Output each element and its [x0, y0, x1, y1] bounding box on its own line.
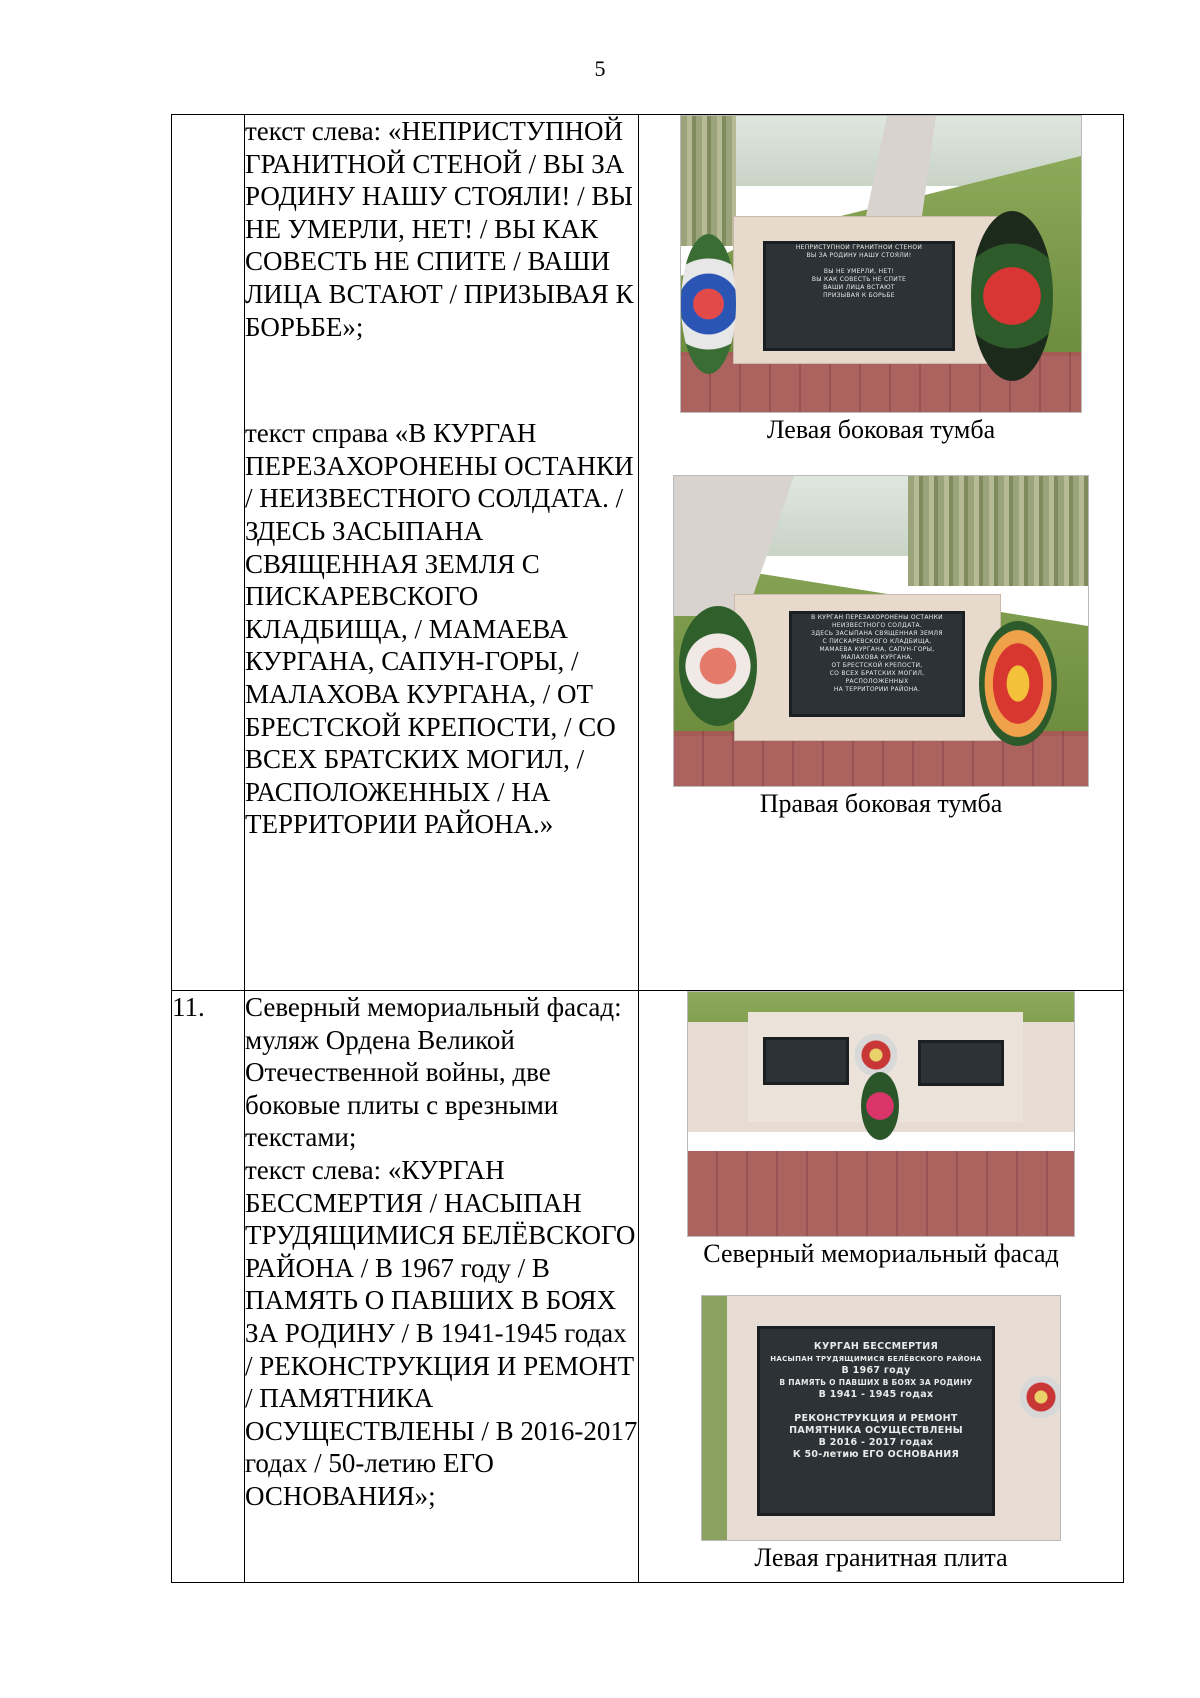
right-pedestal-plate: В КУРГАН ПЕРЕЗАХОРОНЕНЫ ОСТАНКИ НЕИЗВЕСТНОГО СОЛДАТА. ЗДЕСЬ ЗАСЫПАНА СВЯЩЕННАЯ ЗЕМЛЯ С ПИСКАРЕВСКОГО КЛАДБИЩА, МАМАЕВА КУРГАНА, САПУН-ГОРЫ, МАЛАХОВА КУРГАНА, ОТ БРЕСТСКОЙ КРЕПОСТИ, СО ВСЕХ БРАТСКИХ МОГИЛ, РАСПОЛОЖЕННЫХ НА ТЕРРИТОРИИ РАЙОНА.	[789, 611, 965, 717]
row-number	[172, 115, 245, 991]
facade-right-plate	[918, 1040, 1004, 1086]
photo-right-side-pedestal	[673, 475, 1089, 787]
facade-description: Северный мемориальный фасад: муляж Ордена Великой Отечественной войны, две боковые плиты с врезными текстами;	[245, 992, 622, 1153]
photo-caption: Северный мемориальный фасад	[703, 1239, 1059, 1268]
right-text-inscription: текст справа «В КУРГАН ПЕРЕЗАХОРОНЕНЫ ОСТАНКИ / НЕИЗВЕСТНОГО СОЛДАТА. / ЗДЕСЬ ЗАСЫПАНА СВЯЩЕННАЯ ЗЕМЛЯ С ПИСКАРЕВСКОГО КЛАДБИЩА, / МАМАЕВА КУРГАНА, САПУН-ГОРЫ, / МАЛАХОВА КУРГАНА, / ОТ БРЕСТСКОЙ КРЕПОСТИ, / СО ВСЕХ БРАТСКИХ МОГИЛ, / РАСПОЛОЖЕННЫХ / НА ТЕРРИТОРИИ РАЙОНА.»	[245, 418, 634, 840]
photo-cell	[639, 115, 1124, 991]
table-row	[172, 115, 1124, 991]
page-number: 5	[594, 56, 606, 81]
photo-left-granite-plate	[701, 1295, 1061, 1541]
description-cell	[245, 115, 639, 991]
flower-wreath	[679, 606, 757, 726]
photo-cell	[639, 991, 1124, 1583]
left-text-inscription: текст слева: «НЕПРИСТУПНОЙ ГРАНИТНОЙ СТЕНОЙ / ВЫ ЗА РОДИНУ НАШУ СТОЯЛИ! / ВЫ НЕ УМЕРЛИ, НЕТ! / ВЫ КАК СОВЕСТЬ НЕ СПИТЕ / ВАШИ ЛИЦА ВСТАЮТ / ПРИЗЫВАЯ К БОРЬБЕ»;	[245, 116, 634, 342]
photo-caption: Левая боковая тумба	[766, 415, 996, 444]
flower-wreath	[681, 234, 736, 374]
description-cell	[245, 991, 639, 1583]
flower-wreath	[861, 1072, 899, 1140]
table-row	[172, 991, 1124, 1583]
flower-wreath	[971, 211, 1053, 381]
monument-description-table	[171, 114, 1124, 1583]
photo-left-side-pedestal	[680, 115, 1082, 413]
photo-caption: Правая боковая тумба	[759, 789, 1003, 818]
left-pedestal-plate: НЕПРИСТУПНОЙ ГРАНИТНОЙ СТЕНОЙ ВЫ ЗА РОДИНУ НАШУ СТОЯЛИ! ВЫ НЕ УМЕРЛИ, НЕТ! ВЫ КАК СОВЕСТЬ НЕ СПИТЕ ВАШИ ЛИЦА ВСТАЮТ ПРИЗЫВАЯ К БОРЬБЕ	[763, 241, 955, 351]
left-plate-inscription: текст слева: «КУРГАН БЕССМЕРТИЯ / НАСЫПАН ТРУДЯЩИМИСЯ БЕЛЁВСКОГО РАЙОНА / В 1967 году / В ПАМЯТЬ О ПАВШИХ В БОЯХ ЗА РОДИНУ / В 1941-1945 годах / РЕКОНСТРУКЦИЯ И РЕМОНТ / ПАМЯТНИКА ОСУЩЕСТВЛЕНЫ / В 2016-2017 годах / 50-летию ЕГО ОСНОВАНИЯ»;	[245, 1154, 638, 1511]
facade-left-plate	[763, 1037, 849, 1085]
order-patriotic-war-icon	[855, 1034, 897, 1076]
photo-north-memorial-facade	[687, 991, 1075, 1237]
flower-wreath	[979, 621, 1057, 746]
granite-plate: КУРГАН БЕССМЕРТИЯ НАСЫПАН ТРУДЯЩИМИСЯ БЕЛЁВСКОГО РАЙОНА В 1967 году В ПАМЯТЬ О ПАВШИХ В БОЯХ ЗА РОДИНУ В 1941 - 1945 годах РЕКОНСТРУКЦИЯ И РЕМОНТ ПАМЯТНИКА ОСУЩЕСТВЛЕНЫ В 2016 - 2017 годах К 50-летию ЕГО ОСНОВАНИЯ	[757, 1326, 995, 1516]
order-patriotic-war-icon	[1020, 1376, 1061, 1418]
row-number: 11.	[172, 991, 245, 1583]
photo-caption: Левая гранитная плита	[754, 1543, 1008, 1572]
